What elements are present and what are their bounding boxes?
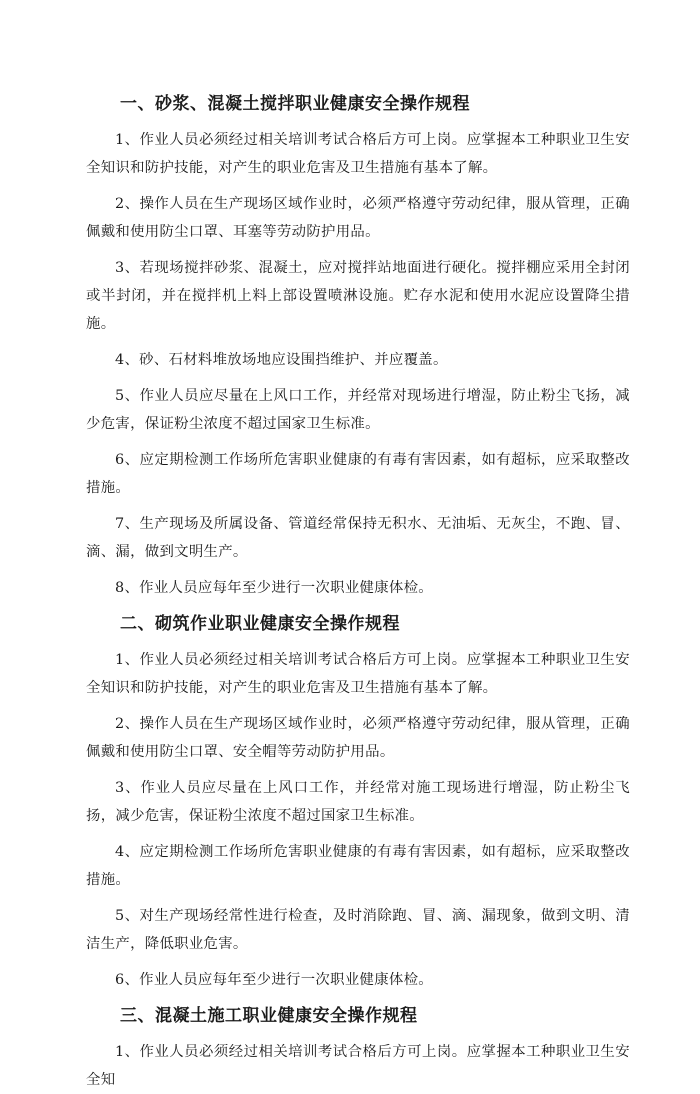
paragraph: 4、砂、石材料堆放场地应设围挡维护、并应覆盖。: [115, 352, 448, 368]
paragraph: 2、操作人员在生产现场区域作业时，必须严格遵守劳动纪律，服从管理，正确佩戴和使用防尘口罩、安全帽等劳动防护用品。: [86, 716, 630, 760]
paragraph: 5、对生产现场经常性进行检查，及时消除跑、冒、滴、漏现象，做到文明、清洁生产，降低职业危害。: [86, 908, 630, 952]
paragraph: 6、作业人员应每年至少进行一次职业健康体检。: [115, 972, 433, 988]
paragraph: 1、作业人员必须经过相关培训考试合格后方可上岗。应掌握本工种职业卫生安全知: [86, 1044, 630, 1088]
paragraph: 1、作业人员必须经过相关培训考试合格后方可上岗。应掌握本工种职业卫生安全知识和防护技能，对产生的职业危害及卫生措施有基本了解。: [86, 132, 630, 176]
section-title: 二、砌筑作业职业健康安全操作规程: [120, 614, 400, 634]
paragraph: 3、若现场搅拌砂浆、混凝土，应对搅拌站地面进行硬化。搅拌棚应采用全封闭或半封闭，并在搅拌机上料上部设置喷淋设施。贮存水泥和使用水泥应设置降尘措施。: [86, 260, 630, 332]
section-concrete: [86, 1002, 630, 1094]
paragraph: 3、作业人员应尽量在上风口工作，并经常对施工现场进行增湿，防止粉尘飞扬，减少危害，保证粉尘浓度不超过国家卫生标准。: [86, 780, 630, 824]
paragraph: 4、应定期检测工作场所危害职业健康的有毒有害因素，如有超标，应采取整改措施。: [86, 844, 630, 888]
paragraph: 7、生产现场及所属设备、管道经常保持无积水、无油垢、无灰尘，不跑、冒、滴、漏，做到文明生产。: [86, 516, 630, 560]
section-masonry: [86, 610, 630, 994]
section-mixing: [86, 90, 630, 602]
section-title: 一、砂浆、混凝土搅拌职业健康安全操作规程: [120, 94, 470, 114]
paragraph: 2、操作人员在生产现场区域作业时，必须严格遵守劳动纪律，服从管理，正确佩戴和使用防尘口罩、耳塞等劳动防护用品。: [86, 196, 630, 240]
paragraph: 5、作业人员应尽量在上风口工作，并经常对现场进行增湿，防止粉尘飞扬，减少危害，保证粉尘浓度不超过国家卫生标准。: [86, 388, 630, 432]
paragraph: 1、作业人员必须经过相关培训考试合格后方可上岗。应掌握本工种职业卫生安全知识和防护技能，对产生的职业危害及卫生措施有基本了解。: [86, 652, 630, 696]
paragraph: 6、应定期检测工作场所危害职业健康的有毒有害因素，如有超标，应采取整改措施。: [86, 452, 630, 496]
paragraph: 8、作业人员应每年至少进行一次职业健康体检。: [115, 580, 433, 596]
section-title: 三、混凝土施工职业健康安全操作规程: [120, 1006, 418, 1026]
